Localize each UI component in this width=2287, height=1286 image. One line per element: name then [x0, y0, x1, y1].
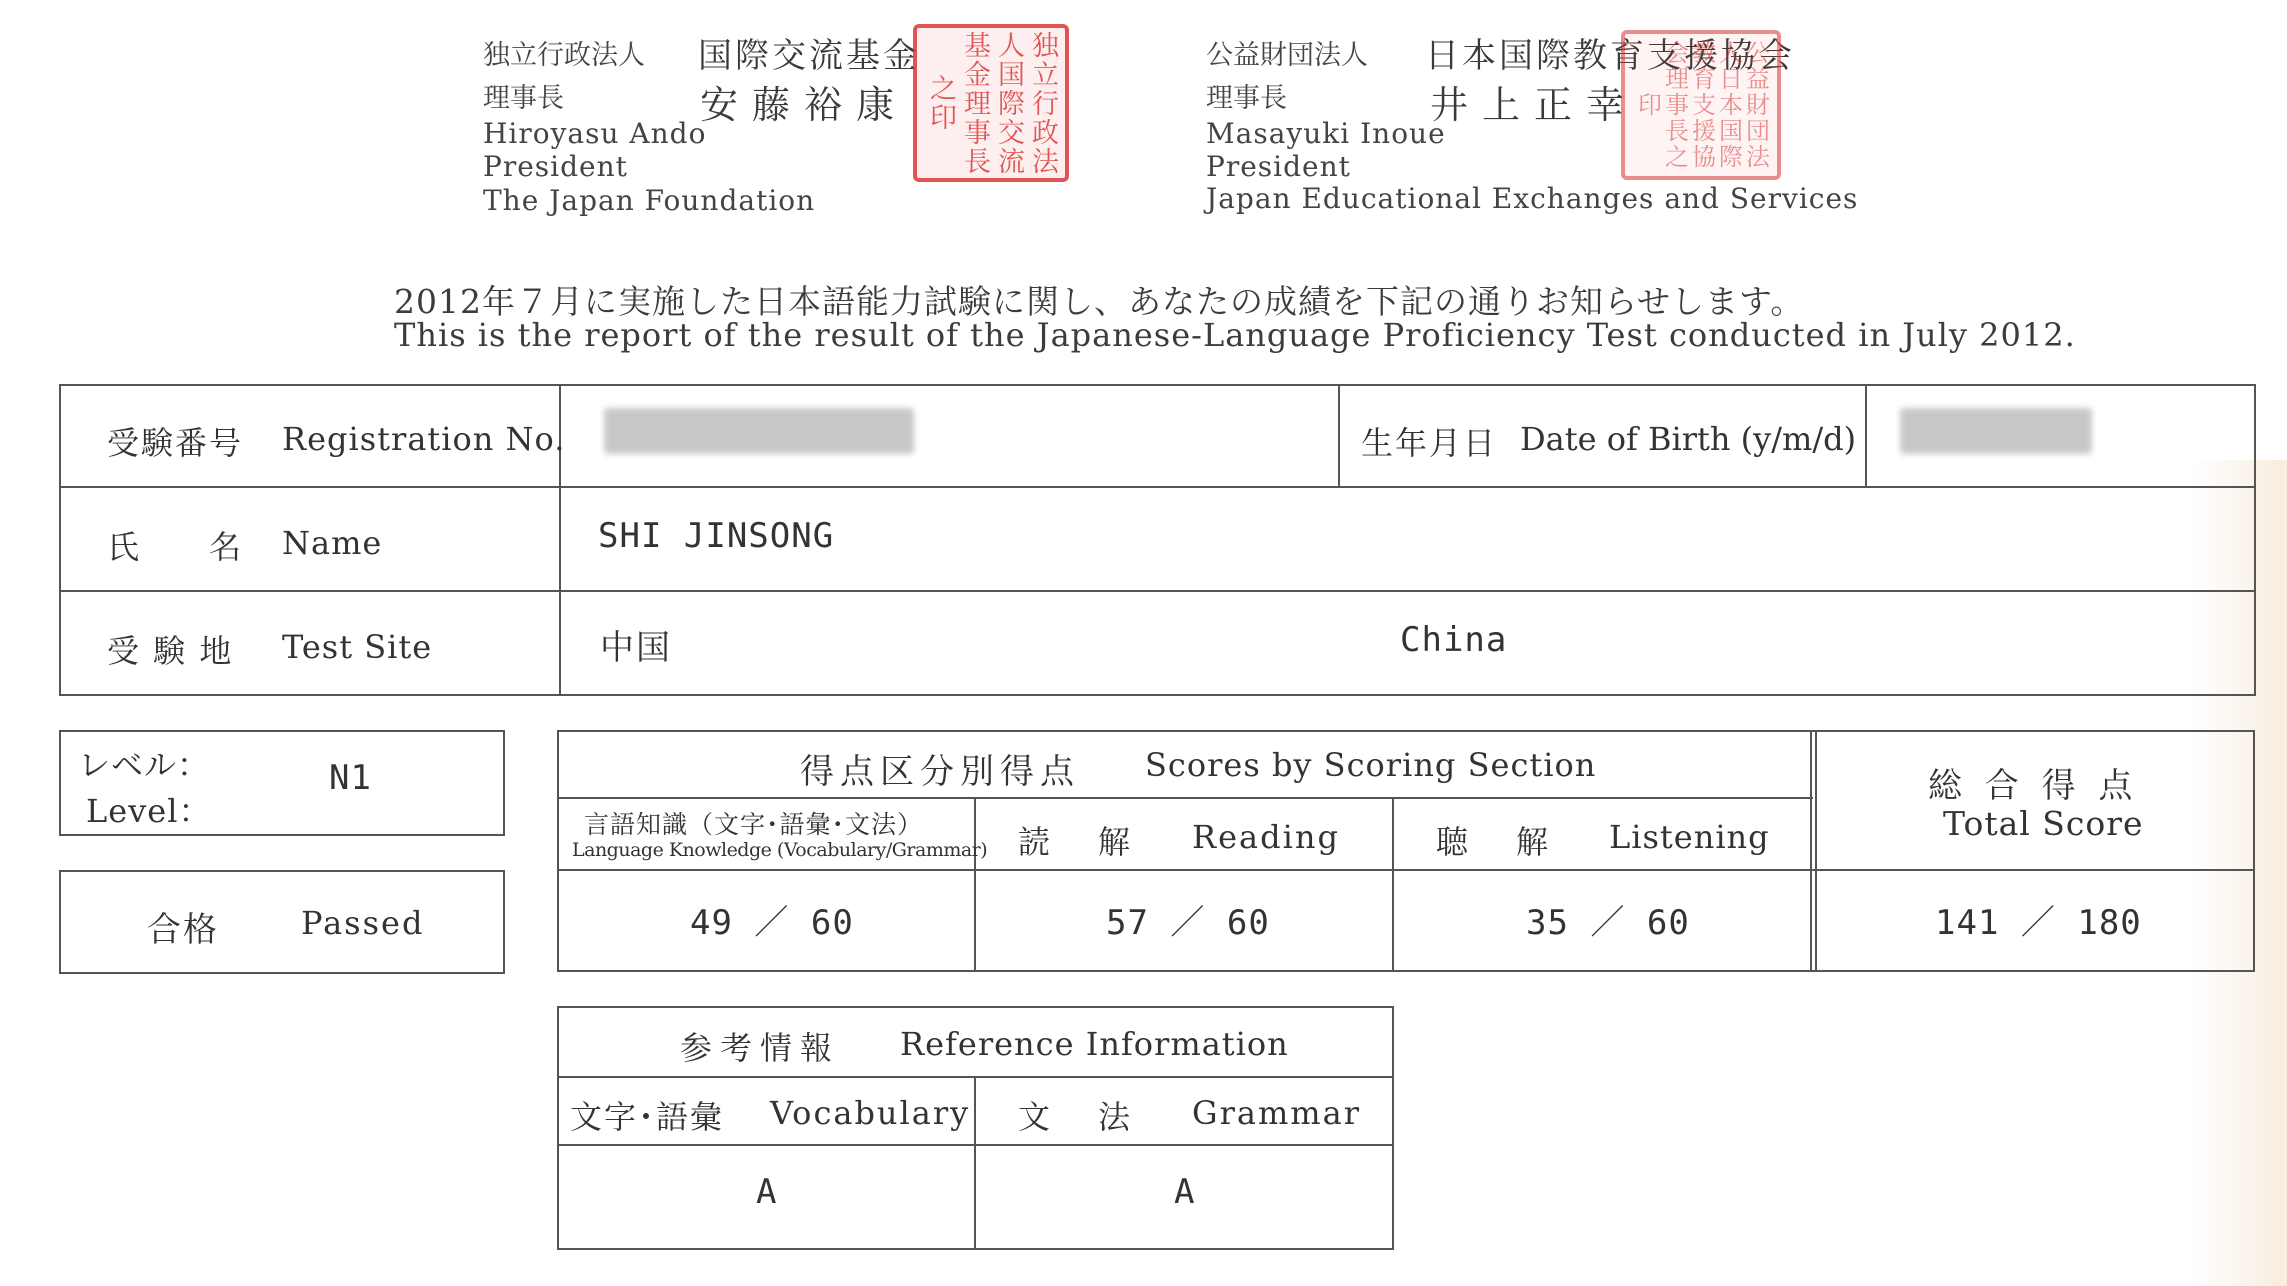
- grammar-label-en: Grammar: [1192, 1094, 1361, 1132]
- scores-col-divider-2: [1392, 797, 1394, 972]
- reference-header-en: Reference Information: [900, 1025, 1289, 1063]
- official-seal-left: [913, 24, 1069, 182]
- total-score-value: 141 ／ 180: [1935, 903, 2142, 943]
- name-label-en: Name: [282, 524, 383, 562]
- registration-label-jp: 受験番号: [107, 424, 244, 462]
- grammar-label-jp: 文 法: [1018, 1098, 1139, 1136]
- dob-label-en: Date of Birth (y/m/d): [1520, 420, 1857, 458]
- reference-col-divider: [974, 1076, 976, 1250]
- result-en: Passed: [301, 904, 425, 942]
- grammar-grade: A: [1174, 1172, 1196, 1212]
- registration-label-en: Registration No.: [282, 420, 566, 458]
- org-type-left: 独立行政法人: [483, 40, 645, 71]
- section-3-score: 35 ／ 60: [1526, 903, 1690, 943]
- title-jp-left: 理事長: [483, 83, 564, 114]
- section-3-label-jp: 聴 解: [1436, 823, 1557, 861]
- name-label-jp: 氏 名: [107, 528, 244, 566]
- person-en-right: Masayuki Inoue: [1206, 117, 1446, 150]
- title-en-left: President: [483, 150, 628, 183]
- scores-col-divider-1: [974, 797, 976, 972]
- scores-total-divider-b: [1815, 730, 1817, 972]
- section-1-label-jp: 言語知識（文字･語彙･文法）: [584, 810, 924, 839]
- title-en-right: President: [1206, 150, 1351, 183]
- section-2-label-en: Reading: [1192, 818, 1340, 856]
- vocab-label-jp: 文字･語彙: [570, 1098, 725, 1136]
- dob-label-jp: 生年月日: [1361, 424, 1498, 462]
- scores-label-divider: [557, 869, 2255, 871]
- level-label-en: Level：: [86, 792, 212, 830]
- section-2-score: 57 ／ 60: [1106, 903, 1270, 943]
- seal-text-left: 独立行政法人国際交流基金理事長之印: [925, 30, 1058, 176]
- intro-english: This is the report of the result of the Japanese-Language Proficiency Test conducted in July 2012.: [394, 316, 2076, 354]
- scores-header-divider: [557, 797, 1813, 799]
- org-type-right: 公益財団法人: [1206, 40, 1368, 71]
- result-box: [59, 870, 505, 974]
- level-box: [59, 730, 505, 836]
- scores-header-jp: 得点区分別得点: [800, 752, 1080, 792]
- dob-col-divider: [1338, 384, 1340, 487]
- section-1-label-en: Language Knowledge (Vocabulary/Grammar): [572, 839, 988, 861]
- person-en-left: Hiroyasu Ando: [483, 117, 707, 150]
- org-name-left: 国際交流基金: [698, 36, 920, 76]
- scores-total-divider-a: [1810, 730, 1812, 972]
- vocab-grade: A: [756, 1172, 778, 1212]
- seal-text-right: 公益財団法人日本国際教育支援協会理事長之印: [1633, 40, 1770, 170]
- reference-header-jp: 参考情報: [680, 1029, 841, 1067]
- section-1-score: 49 ／ 60: [690, 903, 854, 943]
- org-en-left: The Japan Foundation: [483, 184, 816, 217]
- org-en-right: Japan Educational Exchanges and Services: [1206, 182, 1859, 215]
- dob-value-divider: [1865, 384, 1867, 487]
- level-value: N1: [329, 758, 372, 798]
- test-site-value-en: China: [1400, 620, 1508, 660]
- total-label-jp: 総 合 得 点: [1928, 766, 2139, 806]
- test-site-label-jp: 受 験 地: [107, 632, 234, 670]
- official-seal-right: [1621, 30, 1781, 180]
- section-2-label-jp: 読 解: [1018, 823, 1139, 861]
- result-jp: 合格: [147, 910, 219, 950]
- test-site-label-en: Test Site: [282, 628, 433, 666]
- total-label-en: Total Score: [1943, 804, 2144, 843]
- dob-value-redacted: [1900, 408, 2092, 454]
- test-site-value-jp: 中国: [600, 628, 672, 668]
- info-row-divider-1: [59, 486, 2256, 488]
- person-jp-right: 井上正幸: [1430, 83, 1639, 127]
- name-value: SHI JINSONG: [598, 516, 835, 556]
- title-jp-right: 理事長: [1206, 83, 1287, 114]
- registration-value-redacted: [604, 408, 914, 454]
- person-jp-left: 安藤裕康: [700, 83, 909, 127]
- vocab-label-en: Vocabulary: [770, 1094, 971, 1132]
- info-row-divider-2: [59, 590, 2256, 592]
- org-name-right: 日本国際教育支援協会: [1425, 36, 1795, 76]
- intro-japanese: 2012年７月に実施した日本語能力試験に関し、あなたの成績を下記の通りお知らせします。: [394, 282, 1805, 321]
- section-3-label-en: Listening: [1609, 818, 1770, 856]
- level-label-jp: レベル：: [78, 746, 211, 784]
- scores-header-en: Scores by Scoring Section: [1145, 746, 1597, 784]
